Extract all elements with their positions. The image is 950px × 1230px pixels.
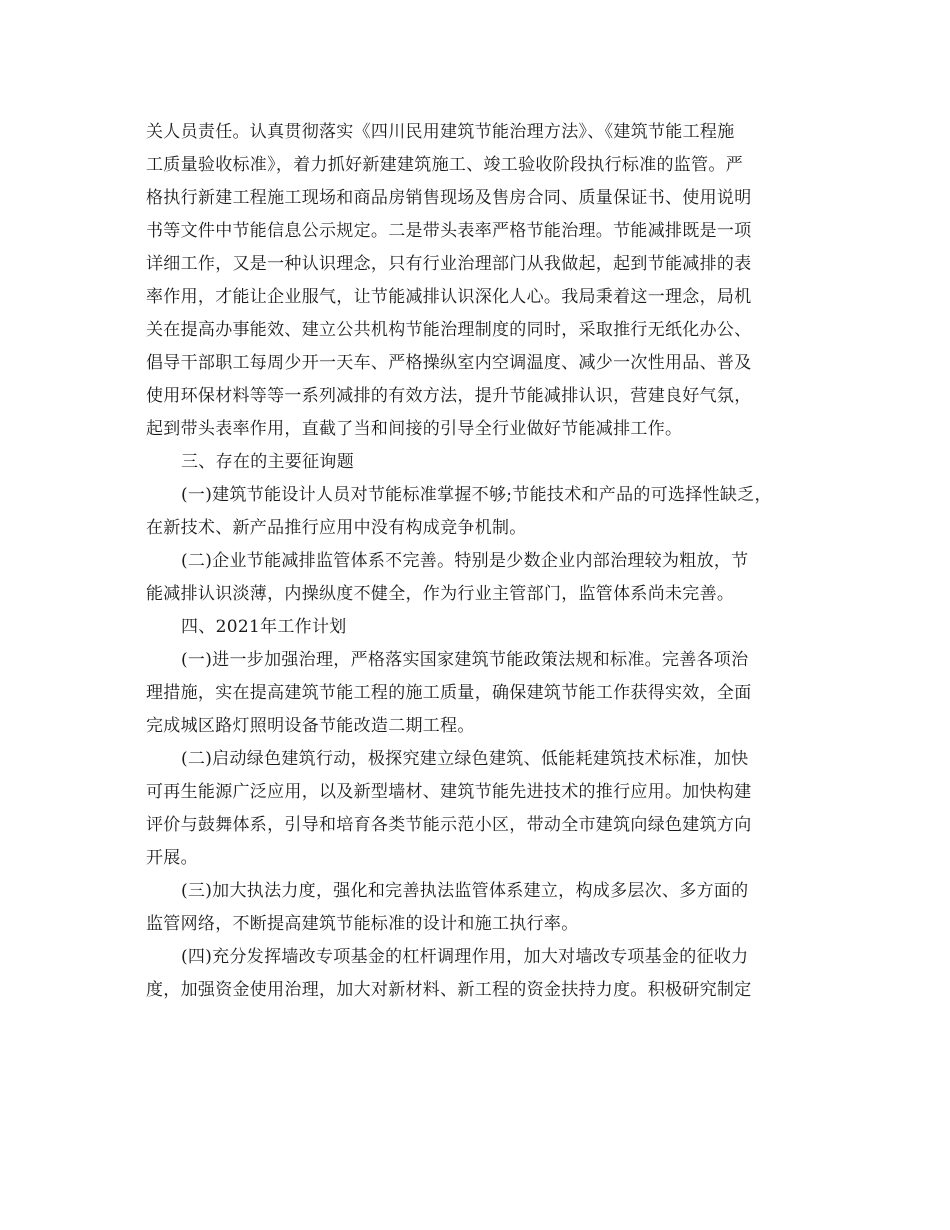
text-line: 度，加强资金使用治理，加大对新材料、新工程的资金扶持力度。积极研究制定 — [146, 980, 752, 1000]
text-line: 能减排认识淡薄，内操纵度不健全，作为行业主管部门，监管体系尚未完善。 — [146, 584, 735, 604]
text-line: 评价与鼓舞体系，引导和培育各类节能示范小区，带动全市建筑向绿色建筑方向 — [146, 815, 752, 835]
text-line: 在新技术、新产品推行应用中没有构成竞争机制。 — [146, 518, 527, 538]
text-line: (四)充分发挥墙改专项基金的杠杆调理作用，加大对墙改专项基金的征收力 — [181, 947, 749, 967]
text-line: 格执行新建工程施工现场和商品房销售现场及售房合同、质量保证书、使用说明 — [146, 188, 752, 208]
text-line: 工质量验收标准》，着力抓好新建建筑施工、竣工验收阶段执行标准的监管。严 — [146, 155, 743, 175]
text-line: 率作用，才能让企业服气，让节能减排认识深化人心。我局秉着这一理念，局机 — [146, 287, 752, 307]
text-line: 理措施，实在提高建筑节能工程的施工质量，确保建筑节能工作获得实效，全面 — [146, 683, 752, 703]
text-line: (一)建筑节能设计人员对节能标准掌握不够;节能技术和产品的可选择性缺乏， — [181, 485, 772, 505]
text-line: 完成城区路灯照明设备节能改造二期工程。 — [146, 716, 475, 736]
text-line: 监管网络，不断提高建筑节能标准的设计和施工执行率。 — [146, 914, 579, 934]
text-line: 详细工作，又是一种认识理念，只有行业治理部门从我做起，起到节能减排的表 — [146, 254, 752, 274]
text-line: 起到带头表率作用，直截了当和间接的引导全行业做好节能减排工作。 — [146, 419, 683, 439]
text-line: 关人员责任。认真贯彻落实《四川民用建筑节能治理方法》、《建筑节能工程施 — [146, 122, 735, 142]
text-line: 关在提高办事能效、建立公共机构节能治理制度的同时，采取推行无纸化办公、 — [146, 320, 752, 340]
text-line: 倡导干部职工每周少开一天车、严格操纵室内空调温度、减少一次性用品、普及 — [146, 353, 752, 373]
text-line: (三)加大执法力度，强化和完善执法监管体系建立，构成多层次、多方面的 — [181, 881, 749, 901]
text-line: 开展。 — [146, 848, 198, 868]
text-line: (二)企业节能减排监管体系不完善。特别是少数企业内部治理较为粗放，节 — [181, 551, 749, 571]
text-line: (一)进一步加强治理，严格落实国家建筑节能政策法规和标准。完善各项治 — [181, 650, 749, 670]
text-line: (二)启动绿色建筑行动，极探究建立绿色建筑、低能耗建筑技术标准，加快 — [181, 749, 749, 769]
text-line: 书等文件中节能信息公示规定。二是带头表率严格节能治理。节能减排既是一项 — [146, 221, 752, 241]
section-heading: 四、2021年工作计划 — [181, 617, 347, 637]
text-line: 使用环保材料等等一系列减排的有效方法，提升节能减排认识，营建良好气氛， — [146, 386, 752, 406]
text-line: 可再生能源广泛应用，以及新型墙材、建筑节能先进技术的推行应用。加快构建 — [146, 782, 752, 802]
section-heading: 三、存在的主要征询题 — [181, 452, 354, 472]
